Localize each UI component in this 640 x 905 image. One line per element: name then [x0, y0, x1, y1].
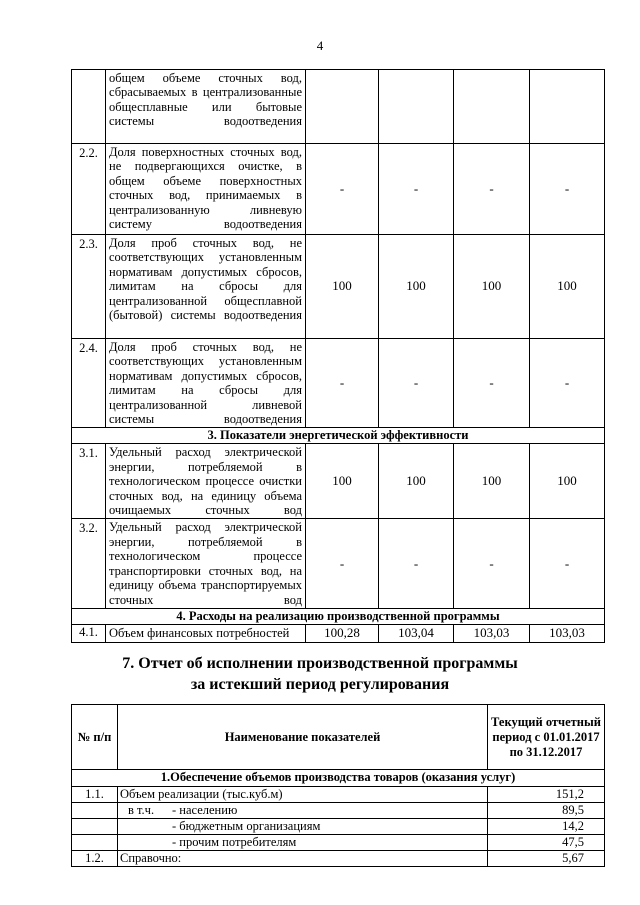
row-label: - населению	[172, 803, 238, 817]
row-number: 1.1.	[72, 787, 118, 803]
indicator-name: Доля поверхностных сточных вод, не подвергающихся очистке, в общем объеме поверхностных сточных вод, принимаемых в централизованную ливневую систему водоотведения	[106, 144, 306, 235]
indicator-name: Доля проб сточных вод, не соответствующих установленным нормативам допустимых сбросов, лимитам на сбросы для централизованной общесплавной (бытовой) системы водоотведения	[106, 235, 306, 339]
row-number	[72, 819, 118, 835]
section-row	[72, 770, 605, 787]
column-header-period: Текущий отчетный период с 01.01.2017 по 31.12.2017	[488, 705, 605, 770]
value-cell: -	[530, 339, 605, 428]
value-cell: 100	[530, 235, 605, 339]
production-indicators-table	[71, 69, 605, 643]
value-cell: 100	[379, 235, 454, 339]
table-row	[72, 851, 605, 867]
indicator-name	[118, 803, 488, 819]
section-title: 1.Обеспечение объемов производства товаров (оказания услуг)	[72, 770, 605, 787]
value-cell: 100	[454, 235, 530, 339]
row-number: 2.2.	[72, 144, 106, 235]
indicator-name: Объем реализации (тыс.куб.м)	[118, 787, 488, 803]
indicator-name: Доля проб сточных вод, не соответствующих установленным нормативам допустимых сбросов, лимитам на сбросы для централизованной ливневой системы водоотведения	[106, 339, 306, 428]
heading-line-1: 7. Отчет об исполнении производственной программы	[122, 655, 518, 672]
value-cell: 100	[379, 444, 454, 519]
column-header-number: № п/п	[72, 705, 118, 770]
value-cell: 100	[306, 444, 379, 519]
program-execution-table	[71, 704, 605, 867]
header-row	[72, 705, 605, 770]
row-label: - бюджетным организациям	[172, 819, 321, 833]
table-row	[72, 70, 605, 144]
value-cell: -	[454, 339, 530, 428]
table-row	[72, 444, 605, 519]
section-row	[72, 609, 605, 625]
indicator-name: общем объеме сточных вод, сбрасываемых в централизованные общесплавные или бытовые системы водоотведения	[106, 70, 306, 144]
value-cell: 100,28	[306, 625, 379, 642]
table-row	[72, 787, 605, 803]
indicator-name: Объем финансовых потребностей	[106, 625, 306, 642]
value-cell: 103,04	[379, 625, 454, 642]
row-number: 3.1.	[72, 444, 106, 519]
value-cell: 100	[454, 444, 530, 519]
row-number: 2.4.	[72, 339, 106, 428]
row-number	[72, 835, 118, 851]
value-cell: 103,03	[530, 625, 605, 642]
value-cell: 100	[306, 235, 379, 339]
row-label: - прочим потребителям	[172, 835, 297, 849]
table-row	[72, 144, 605, 235]
table-row	[72, 235, 605, 339]
table-row	[72, 519, 605, 609]
row-number	[72, 70, 106, 144]
indicator-name: Удельный расход электрической энергии, потребляемой в технологическом процессе очистки сточных вод, на единицу объема очищаемых сточных вод	[106, 444, 306, 519]
value-cell: -	[379, 144, 454, 235]
value-cell: 151,2	[488, 787, 605, 803]
value-cell: -	[454, 144, 530, 235]
value-cell	[379, 70, 454, 144]
value-cell: -	[306, 519, 379, 609]
column-header-name: Наименование показателей	[118, 705, 488, 770]
indicator-name	[118, 819, 488, 835]
table-row	[72, 625, 605, 642]
indicator-name: Справочно:	[118, 851, 488, 867]
value-cell: -	[306, 339, 379, 428]
row-prefix: в т.ч.	[128, 803, 155, 817]
section-heading	[0, 653, 640, 695]
section-title: 3. Показатели энергетической эффективности	[72, 428, 605, 444]
value-cell: 103,03	[454, 625, 530, 642]
row-number: 1.2.	[72, 851, 118, 867]
value-cell	[306, 70, 379, 144]
table-row	[72, 803, 605, 819]
row-number	[72, 803, 118, 819]
row-number: 3.2.	[72, 519, 106, 609]
section-row	[72, 428, 605, 444]
value-cell: -	[454, 519, 530, 609]
table-row	[72, 339, 605, 428]
section-title: 4. Расходы на реализацию производственной программы	[72, 609, 605, 625]
value-cell: 47,5	[488, 835, 605, 851]
value-cell	[454, 70, 530, 144]
page-number: 4	[316, 38, 324, 53]
value-cell: 14,2	[488, 819, 605, 835]
heading-line-2: за истекший период регулирования	[190, 676, 450, 693]
table-row	[72, 819, 605, 835]
value-cell: -	[530, 519, 605, 609]
indicator-name	[118, 835, 488, 851]
value-cell: -	[306, 144, 379, 235]
value-cell	[530, 70, 605, 144]
row-number: 2.3.	[72, 235, 106, 339]
value-cell: -	[530, 144, 605, 235]
value-cell: 5,67	[488, 851, 605, 867]
table-row	[72, 835, 605, 851]
value-cell: 100	[530, 444, 605, 519]
indicator-name: Удельный расход электрической энергии, потребляемой в технологическом процессе транспортировки сточных вод, на единицу объема транспортируемых сточных вод	[106, 519, 306, 609]
row-number: 4.1.	[72, 625, 106, 642]
value-cell: -	[379, 339, 454, 428]
value-cell: 89,5	[488, 803, 605, 819]
value-cell: -	[379, 519, 454, 609]
